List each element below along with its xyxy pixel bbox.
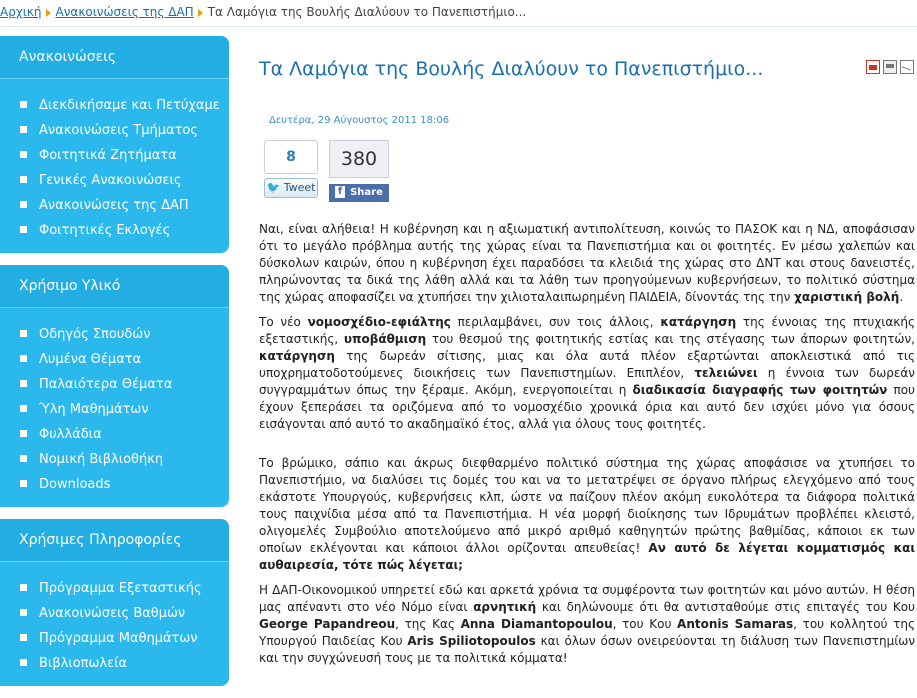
text-run: Το νέο — [259, 315, 308, 329]
sidebar-panel-announcements — [0, 36, 229, 253]
sidebar-item[interactable] — [0, 626, 229, 651]
sidebar-item-label: Διεκδικήσαμε και Πετύχαμε — [39, 98, 220, 113]
sidebar-item[interactable] — [0, 472, 229, 497]
facebook-share-widget — [329, 140, 389, 202]
sidebar-item[interactable] — [0, 447, 229, 472]
panel-title: Ανακοινώσεις — [0, 36, 229, 79]
breadcrumb-arrow-icon — [198, 9, 203, 17]
sidebar-item-label: Downloads — [39, 477, 111, 492]
article-tools — [863, 60, 914, 79]
bullet-icon — [20, 609, 27, 616]
share-count: 380 — [329, 140, 389, 178]
bullet-icon — [20, 355, 27, 362]
text-run: διαδικασία διαγραφής των φοιτητών — [632, 383, 888, 397]
text-run: αρνητική — [473, 600, 537, 614]
text-run: , της Κας — [395, 617, 461, 631]
sidebar-menu — [0, 79, 229, 253]
text-run: της έννοιας της πτυχιακής εξεταστικής, — [259, 315, 915, 346]
text-run: κατάργηση — [259, 349, 335, 363]
tweet-label: Tweet — [283, 181, 316, 194]
sidebar-item[interactable] — [0, 218, 229, 243]
bullet-icon — [20, 380, 27, 387]
text-run: νομοσχέδιο-εφιάλτης — [307, 315, 451, 329]
text-run: που έχουν ξεπεράσει τα οριζόμενα από το νομοσχέδιο χρονικά όρια και αυτό δεν ισχύει μόνο για όσους εισάγονται από αυτό το ακαδημαϊκό έτος, αλλά για όλους τους φοιτητές. — [259, 383, 915, 431]
text-run: . — [899, 290, 904, 304]
email-icon[interactable] — [900, 60, 914, 74]
sidebar-item[interactable] — [0, 143, 229, 168]
text-run: , του κολλητού της Υπουργού Παιδείας Κου — [259, 617, 916, 648]
text-run: , του Κου — [612, 617, 678, 631]
sidebar-item[interactable] — [0, 322, 229, 347]
text-run: Το βρώμικο, σάπιο και άκρως διεφθαρμένο πολιτικό σύστημα της χώρας αποφάσισε να χτυπήσει το Πανεπιστήμιο, να διαλύσει τις δομές του και να το μετατρέψει σε όργανο πλήρως ελεγχόμενο από τους εκάστοτε Υπουργούς, κυβερνήσεις κλπ, ώστε να παίζουν πλέον ακόμη ευκολότερα τα διάφορα πολιτικά τους παιχνίδια μέσα από τα Πανεπιστήμια. Η νέα μορφή διοίκησης των Ιδρυμάτων προβλέπει κλειστό, ολιγομελές Συμβούλιο αποτελούμενο από μικρό αριθμό καθηγητών πρώτης βαθμίδας, κάποιοι εκ των οποίων εκλέγονται και κάποιοι άλλοι ορίζονται απευθείας! — [259, 456, 915, 555]
text-run: περιλαμβάνει, συν τοις άλλοις, — [450, 315, 661, 329]
sidebar-item[interactable] — [0, 372, 229, 397]
text-run: Antonis Samaras — [677, 617, 794, 631]
text-run: η έννοια των δωρεάν συγγραμμάτων όπως την ξέραμε. Ακόμη, ενεργοποιείται η — [259, 366, 915, 397]
bullet-icon — [20, 480, 27, 487]
sidebar-item[interactable] — [0, 347, 229, 372]
sidebar — [0, 36, 229, 698]
bullet-icon — [20, 176, 27, 183]
sidebar-item[interactable] — [0, 576, 229, 601]
text-run: της δωρεάν σίτισης, μιας και όλα αυτά πλέον εξαρτώνται αποκλειστικά από τις υποχρηματοδοτούμενες διοικήσεις των Πανεπιστημίων. Επιπλέον, — [259, 349, 915, 380]
text-run: και όλων όσων ονειρεύονται τη διάλυση των Πανεπιστημίων και την συγχώνευσή τους με τα πολιτικά κόμματα! — [259, 634, 916, 665]
breadcrumb-section-link[interactable]: Ανακοινώσεις της ΔΑΠ — [55, 5, 194, 19]
article-date: Δευτέρα, 29 Αύγουστος 2011 18:06 — [269, 115, 450, 126]
bullet-icon — [20, 455, 27, 462]
bullet-icon — [20, 584, 27, 591]
facebook-share-button[interactable] — [329, 184, 389, 202]
sidebar-item-label: Φυλλάδια — [39, 427, 102, 442]
tweet-button[interactable]: 🐦 Tweet — [264, 178, 318, 198]
bullet-icon — [20, 126, 27, 133]
text-run: Anna Diamantopoulou — [460, 617, 613, 631]
sidebar-item-label: Ανακοινώσεις Τμήματος — [39, 123, 199, 138]
bullet-icon — [20, 330, 27, 337]
sidebar-item[interactable] — [0, 601, 229, 626]
text-run: Aris Spiliotopoulos — [407, 634, 536, 648]
breadcrumb — [0, 0, 917, 27]
sidebar-item[interactable] — [0, 168, 229, 193]
print-icon[interactable] — [883, 60, 897, 74]
text-run: κατάργηση — [660, 315, 737, 329]
bullet-icon — [20, 201, 27, 208]
sidebar-item-label: Ανακοινώσεις Βαθμών — [39, 606, 186, 621]
sidebar-item-label: Ύλη Μαθημάτων — [39, 402, 149, 417]
text-run: Ναι, είναι αλήθεια! Η κυβέρνηση και η αξιωματική αντιπολίτευση, κοινώς το ΠΑΣΟΚ και η ΝΔ, αποφάσισαν ότι το μεγάλο πρόβλημα αυτής της χώρας είναι τα Πανεπιστήμια και οι φοιτητές. Εν μέσω χαλεπών και δύσκολων καιρών, όπου η κυβέρνηση έχει παραδόσει τα κλειδιά της χώρας στο ΔΝΤ και στους δανειστές, πληρώνοντας τα δικά της λάθη αλλά και τα λάθη των προηγούμενων κυβερνήσεων, το πολιτικό σύστημα της χώρας αποφασίζει να χτυπήσει την χιλιοταλαιπωρημένη ΠΑΙΔΕΙΑ, δίνοντάς της την — [259, 222, 915, 304]
sidebar-item[interactable] — [0, 93, 229, 118]
article-paragraph — [259, 455, 915, 574]
sidebar-item[interactable] — [0, 397, 229, 422]
article-title: Τα Λαμόγια της Βουλής Διαλύουν το Πανεπιστήμιο... — [259, 58, 764, 80]
text-run: Η ΔΑΠ-Οικονομικού υπηρετεί εδώ και αρκετά χρόνια τα συμφέροντα των φοιτητών και μόνο αυτών. Η θέση μας απέναντι στο νέο Νόμο είναι — [259, 583, 915, 614]
text-run: χαριστική βολή — [794, 290, 900, 304]
text-run: George Papandreou — [259, 617, 396, 631]
tweet-count: 8 — [264, 140, 318, 174]
sidebar-item-label: Νομική Βιβλιοθήκη — [39, 452, 164, 467]
sidebar-item[interactable] — [0, 193, 229, 218]
text-run: του θεσμού της φοιτητικής εστίας και της στέγασης των άπορων φοιτητών, — [426, 332, 915, 346]
tweet-widget — [264, 140, 318, 198]
bullet-icon — [20, 405, 27, 412]
bullet-icon — [20, 226, 27, 233]
facebook-icon: f — [335, 186, 345, 198]
breadcrumb-arrow-icon — [46, 9, 51, 17]
sidebar-item-label: Γενικές Ανακοινώσεις — [39, 173, 182, 188]
bullet-icon — [20, 659, 27, 666]
sidebar-item[interactable] — [0, 422, 229, 447]
sidebar-item-label: Φοιτητικά Ζητήματα — [39, 148, 177, 163]
text-run: υποβάθμιση — [343, 332, 427, 346]
sidebar-item-label: Πρόγραμμα Εξεταστικής — [39, 581, 202, 596]
sidebar-item-label: Λυμένα Θέματα — [39, 352, 142, 367]
sidebar-item-label: Φοιτητικές Εκλογές — [39, 223, 171, 238]
breadcrumb-home-link[interactable]: Αρχική — [0, 5, 42, 19]
breadcrumb-current: Τα Λαμόγια της Βουλής Διαλύουν το Πανεπιστήμιο... — [207, 5, 527, 19]
panel-title: Χρήσιμες Πληροφορίες — [0, 519, 229, 562]
share-label: Share — [350, 187, 383, 198]
bullet-icon — [20, 634, 27, 641]
bullet-icon — [20, 101, 27, 108]
article-paragraph — [259, 582, 915, 667]
article-body — [259, 221, 915, 675]
sidebar-panel-useful-info — [0, 519, 229, 686]
article-paragraph — [259, 221, 915, 306]
panel-title: Χρήσιμο Υλικό — [0, 265, 229, 308]
text-run: τελειώνει — [694, 366, 758, 380]
sidebar-item-label: Παλαιότερα Θέματα — [39, 377, 173, 392]
sidebar-item-label: Βιβλιοπωλεία — [39, 656, 128, 671]
sidebar-item-label: Οδηγός Σπουδών — [39, 327, 151, 342]
sidebar-menu — [0, 308, 229, 507]
bullet-icon — [20, 151, 27, 158]
sidebar-panel-useful-material — [0, 265, 229, 507]
sidebar-menu — [0, 562, 229, 686]
sidebar-item[interactable] — [0, 118, 229, 143]
text-run: Αν αυτό δε λέγεται κομματισμός και αυθαιρεσία, τότε πώς λέγεται; — [259, 541, 916, 572]
pdf-icon[interactable] — [866, 60, 880, 74]
sidebar-item-label: Πρόγραμμα Μαθημάτων — [39, 631, 198, 646]
text-run: και δηλώνουμε ότι θα αντισταθούμε στις επιταγές του Κου — [536, 600, 916, 614]
bullet-icon — [20, 430, 27, 437]
article-paragraph — [259, 314, 915, 433]
sidebar-item[interactable] — [0, 651, 229, 676]
sidebar-item-label: Ανακοινώσεις της ΔΑΠ — [39, 198, 189, 213]
